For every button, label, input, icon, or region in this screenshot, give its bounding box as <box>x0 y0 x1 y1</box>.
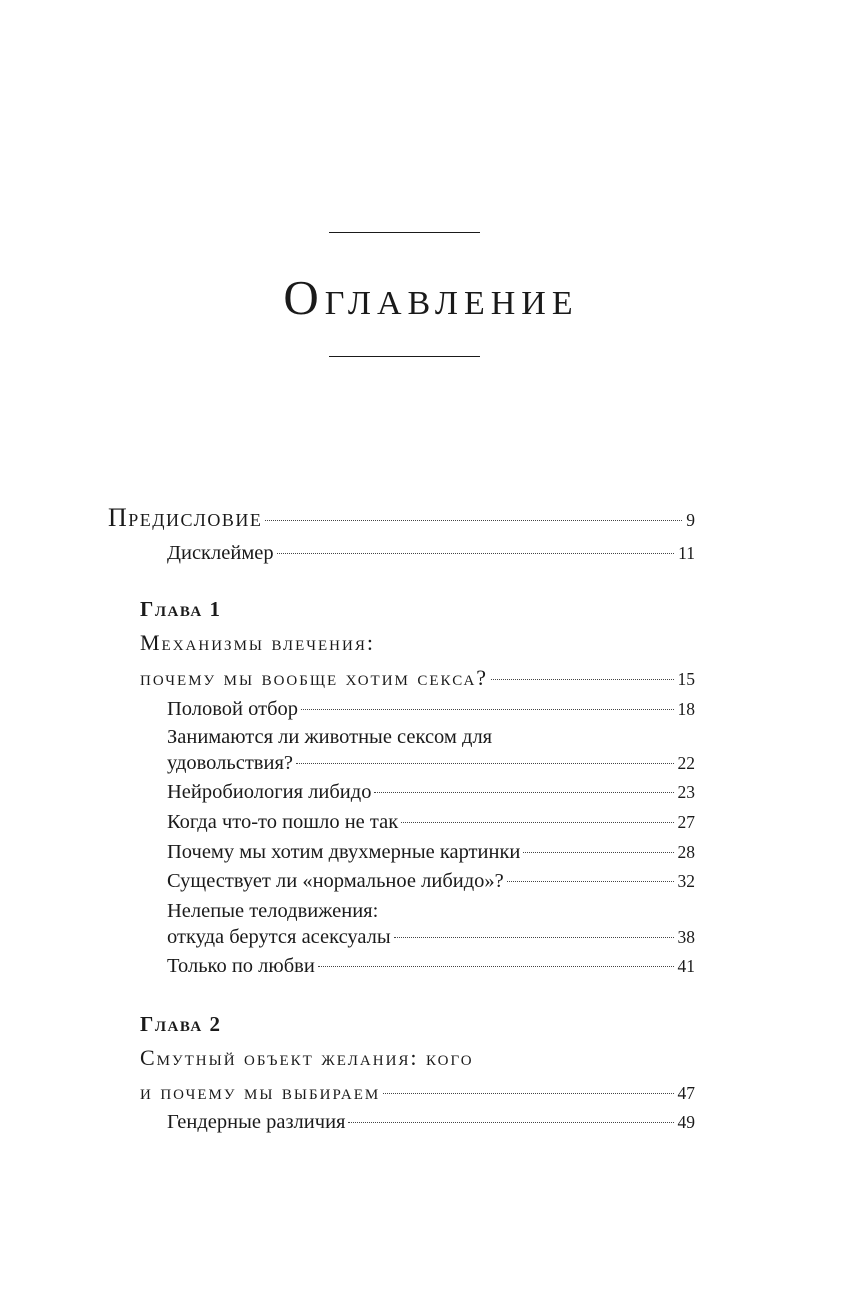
dot-leader <box>301 709 673 710</box>
dot-leader <box>401 822 673 823</box>
dot-leader <box>394 937 674 938</box>
toc-entry-label-line2: удовольствия? <box>167 752 293 774</box>
toc-entry-disclaimer[interactable] <box>167 540 695 566</box>
toc-entry-chapter-1[interactable] <box>140 665 695 692</box>
chapter-1-title-line2: почему мы вообще хотим секса? <box>140 665 489 690</box>
toc-entry-only-for-love[interactable] <box>167 953 695 979</box>
toc-entry-sexual-selection[interactable] <box>167 696 695 722</box>
page-number: 15 <box>677 669 695 689</box>
toc-entry-label: Дисклеймер <box>167 542 274 564</box>
toc-entry-preface[interactable] <box>108 505 695 533</box>
page-number: 9 <box>686 510 695 530</box>
toc-entry-label-line1: Нелепые телодвижения: <box>167 900 379 922</box>
toc-entry-label: Половой отбор <box>167 698 299 720</box>
page-number: 47 <box>677 1083 695 1103</box>
chapter-2-title-line2: и почему мы выбираем <box>140 1079 381 1104</box>
page-number: 27 <box>677 812 695 832</box>
top-divider <box>329 232 480 233</box>
toc-entry-label-line2: откуда берутся асексуалы <box>167 926 391 948</box>
dot-leader <box>383 1093 673 1094</box>
dot-leader <box>374 792 673 793</box>
chapter-2-title-line1: Смутный объект желания: кого <box>140 1045 474 1070</box>
dot-leader <box>491 679 673 680</box>
page-number: 49 <box>677 1112 695 1132</box>
toc-entry-normal-libido[interactable] <box>167 868 695 894</box>
dot-leader <box>507 881 674 882</box>
page-title: Оглавление <box>283 270 579 325</box>
bottom-divider <box>329 356 480 357</box>
toc-entry-libido-neurobiology[interactable] <box>167 779 695 805</box>
page-number: 41 <box>677 956 695 976</box>
toc-entry-label: Предисловие <box>108 503 263 532</box>
toc-entry-2d-pictures[interactable] <box>167 839 695 865</box>
toc-entry-label: Когда что-то пошло не так <box>167 811 399 833</box>
toc-entry-label: Нейробиология либидо <box>167 781 372 803</box>
page-number: 23 <box>677 782 695 802</box>
toc-entry-something-wrong[interactable] <box>167 809 695 835</box>
toc-entry-label: Гендерные различия <box>167 1111 346 1133</box>
toc-entry-label: Только по любви <box>167 955 315 977</box>
toc-entry-chapter-2[interactable] <box>140 1079 695 1106</box>
dot-leader <box>348 1122 673 1123</box>
dot-leader <box>296 763 674 764</box>
page-number: 11 <box>678 543 695 563</box>
page-number: 18 <box>677 699 695 719</box>
toc-entry-label: Существует ли «нормальное либидо»? <box>167 870 504 892</box>
dot-leader <box>277 553 675 554</box>
chapter-2-number: Глава 2 <box>140 1012 222 1036</box>
toc-entry-label: Почему мы хотим двухмерные картинки <box>167 841 521 863</box>
page-number: 28 <box>677 842 695 862</box>
page-number: 38 <box>677 927 695 947</box>
dot-leader <box>265 520 682 521</box>
page-number: 22 <box>677 753 695 773</box>
toc-entry-label-line1: Занимаются ли животные сексом для <box>167 726 493 748</box>
toc-entry-gender-differences[interactable] <box>167 1109 695 1135</box>
dot-leader <box>523 852 673 853</box>
toc-entry-animals-pleasure[interactable] <box>167 750 695 776</box>
dot-leader <box>318 966 674 967</box>
chapter-1-title-line1: Механизмы влечения: <box>140 630 375 655</box>
chapter-1-number: Глава 1 <box>140 597 222 621</box>
toc-entry-asexuals[interactable] <box>167 924 695 950</box>
page-number: 32 <box>677 871 695 891</box>
